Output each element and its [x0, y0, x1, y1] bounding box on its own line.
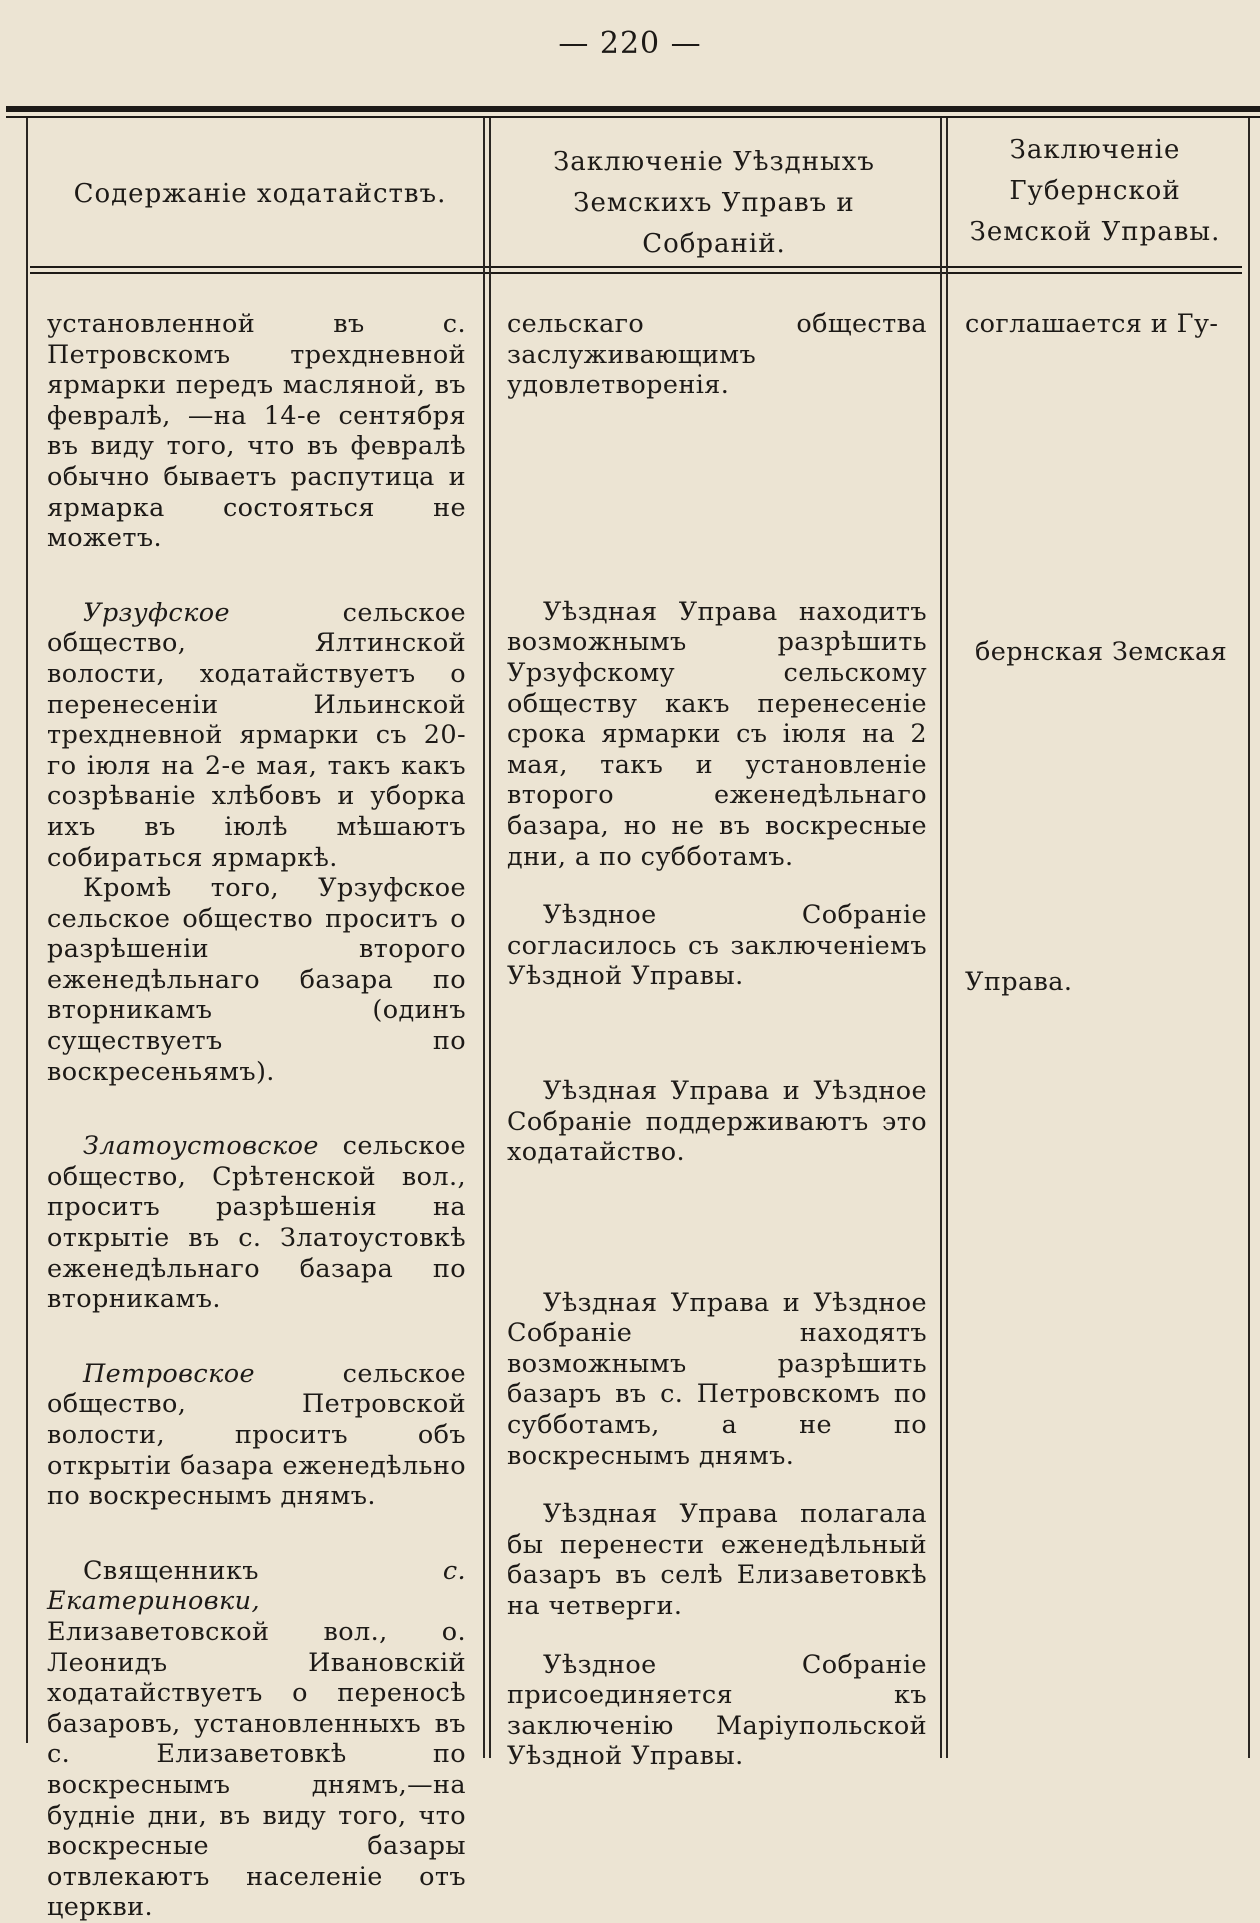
society-name: Петровское — [83, 1358, 255, 1389]
column-rule-2a — [940, 118, 942, 1758]
provincial-line-1: соглашается и Гу- — [965, 309, 1219, 339]
petition-zlatoustovskoe: Златоустовское сельское общество, Срѣтенской вол., проситъ разрѣшенія на открытіе въ с. Златоустовкѣ еженедѣльнаго базара по вторникамъ. — [47, 1131, 466, 1315]
society-name: Златоустовское — [83, 1131, 319, 1162]
top-rule-thick — [6, 106, 1260, 112]
society-name: Урзуфское — [83, 597, 230, 628]
provincial-line-3: Управа. — [965, 967, 1073, 997]
petition-urzuf-bazaar: Кромѣ того, Урзуфское сельское общество проситъ о разрѣшеніи второго еженедѣльнаго базара по вторникамъ (одинъ существуетъ по воскресеньямъ). — [47, 873, 466, 1087]
conclusion-petrovskoe-fair: сельскаго общества заслуживающимъ удовлетворенія. — [507, 309, 927, 401]
top-rule-thin — [6, 116, 1260, 118]
petition-ekaterinovka: Священникъ с. Екатериновки, Елизаветовской вол., о. Леонидъ Ивановскій ходатайствуетъ о переносѣ базаровъ, установленныхъ въ с. Елизаветовкѣ по воскреснымъ днямъ,—на будніе дни, въ виду того, что воскресные базары отвлекаютъ населеніе отъ церкви. — [47, 1555, 466, 1923]
page-number: — 220 — — [558, 26, 702, 61]
header-rule-2 — [30, 272, 1242, 274]
conclusion-urzuf-sobranie: Уѣздное Собраніе согласилось съ заключеніемъ Уѣздной Управы. — [507, 900, 927, 992]
column-petitions — [47, 309, 466, 1923]
conclusion-petrovskoe-bazaar: Уѣздная Управа и Уѣздное Собраніе находятъ возможнымъ разрѣшить базаръ въ с. Петровскомъ по субботамъ, а не по воскреснымъ днямъ. — [507, 1287, 927, 1471]
column-rule-2b — [946, 118, 948, 1758]
header-contents: Содержаніе ходатайствъ. — [73, 179, 447, 209]
column-district-conclusions — [507, 309, 927, 1772]
petition-urzuf: Урзуфское сельское общество, Ялтинской волости, ходатайствуетъ о перенесеніи Ильинской трехдневной ярмарки съ 20-го іюля на 2-е мая, такъ какъ созрѣваніе хлѣбовъ и уборка ихъ въ іюлѣ мѣшаютъ собираться ярмаркѣ. — [47, 597, 466, 873]
column-rule-left — [26, 118, 28, 1743]
provincial-line-2: бернская Земская — [975, 637, 1228, 667]
petition-petrovskoe-bazaar: Петровское сельское общество, Петровской волости, проситъ объ открытіи базара еженедѣльно по воскреснымъ днямъ. — [47, 1358, 466, 1512]
header-provincial-conclusion: Заключеніе Губернской Земской Управы. — [969, 135, 1221, 247]
column-rule-1a — [483, 118, 485, 1758]
header-district-conclusions: Заключеніе Уѣздныхъ Земскихъ Управъ и Собраній. — [553, 147, 875, 259]
petition-petrovskoe-fair: установленной въ с. Петровскомъ трехдневной ярмарки передъ масляной, въ февралѣ, —на 14-е сентября въ виду того, что въ февралѣ обычно бываетъ распутица и ярмарка состояться не можетъ. — [47, 309, 466, 554]
conclusion-elizavetovka-sobranie: Уѣздное Собраніе присоединяется къ заключенію Маріупольской Уѣздной Управы. — [507, 1649, 927, 1772]
conclusion-elizavetovka-uprava: Уѣздная Управа полагала бы перенести еженедѣльный базаръ въ селѣ Елизаветовкѣ на четверги. — [507, 1499, 927, 1622]
column-rule-right — [1248, 118, 1250, 1758]
conclusion-zlatoustovskoe: Уѣздная Управа и Уѣздное Собраніе поддерживаютъ это ходатайство. — [507, 1075, 927, 1168]
conclusion-urzuf-uprava: Уѣздная Управа находитъ возможнымъ разрѣшить Урзуфскому сельскому обществу какъ перенесеніе срока ярмарки съ іюля на 2 мая, такъ и установленіе второго еженедѣльнаго базара, но не въ воскресные дни, а по субботамъ. — [507, 596, 927, 872]
village-name: с. Екатериновки, — [47, 1555, 466, 1617]
header-rule-1 — [30, 266, 1242, 268]
column-rule-1b — [489, 118, 491, 1758]
